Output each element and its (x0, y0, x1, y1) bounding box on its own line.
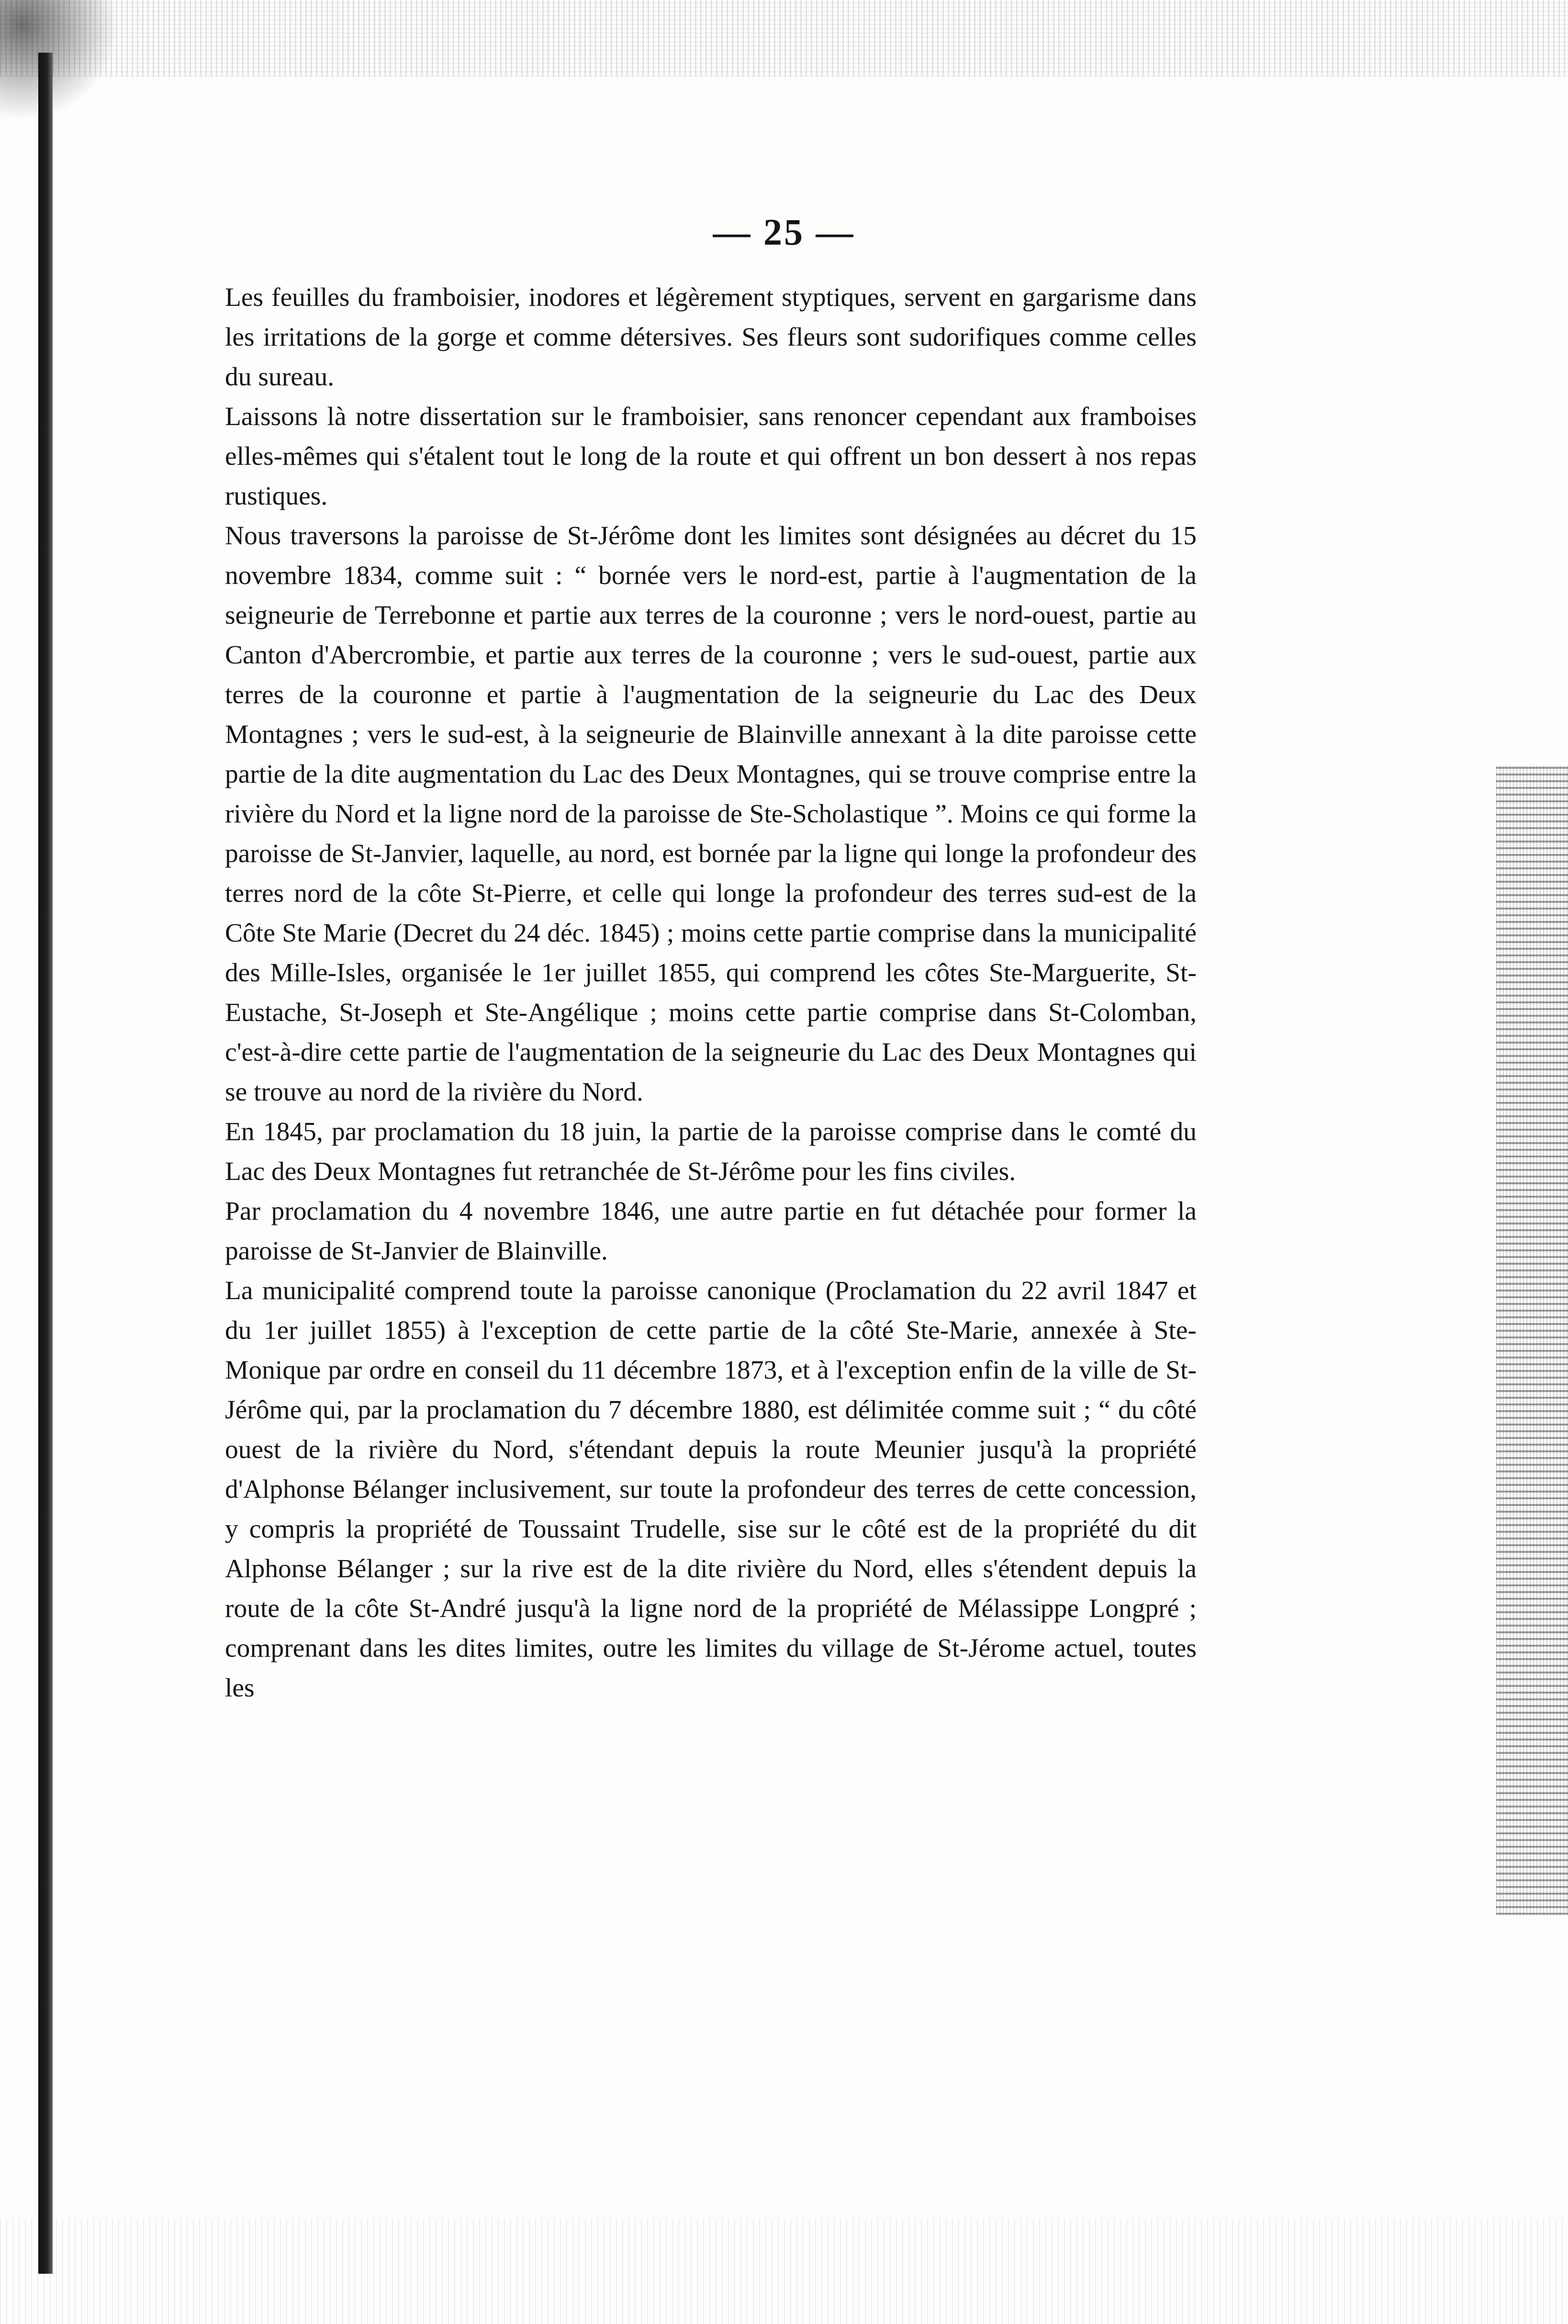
scan-noise-top (0, 0, 1568, 77)
scan-noise-right (1496, 766, 1568, 1915)
binding-edge (38, 53, 53, 2274)
paragraph-paroisse-limites: Nous traversons la paroisse de St-Jérôme dont les limites sont désignées au décret du 15 novembre 1834, comme suit : “ bornée vers le nord-est, partie à l'augmentation de la seigneurie de Terrebonne et partie aux terres de la couronne ; vers le nord-ouest, partie au Canton d'Abercrombie, et partie aux terres de la couronne ; vers le sud-ouest, partie aux terres de la couronne et partie à l'augmentation de la seigneurie du Lac des Deux Montagnes ; vers le sud-est, à la seigneurie de Blainville annexant à la dite paroisse cette partie de la dite augmentation du Lac des Deux Montagnes, qui se trouve comprise entre la rivière du Nord et la ligne nord de la paroisse de Ste-Scholastique ”. Moins ce qui forme la paroisse de St-Janvier, laquelle, au nord, est bornée par la ligne qui longe la profondeur des terres nord de la côte St-Pierre, et celle qui longe la profondeur des terres sud-est de la Côte Ste Marie (Decret du 24 déc. 1845) ; moins cette partie comprise dans la municipalité des Mille-Isles, organisée le 1er juillet 1855, qui comprend les côtes Ste-Marguerite, St-Eustache, St-Joseph et Ste-Angélique ; moins cette partie comprise dans St-Colomban, c'est-à-dire cette partie de l'augmentation de la seigneurie du Lac des Deux Montagnes qui se trouve au nord de la rivière du Nord. (225, 521, 1197, 1107)
scan-noise-bottom (0, 2219, 1568, 2324)
paragraph-framboisier-leaves: Les feuilles du framboisier, inodores et légèrement styptiques, servent en gargarisme dans les irritations de la gorge et comme détersives. Ses fleurs sont sudorifiques comme celles du sureau. (225, 283, 1197, 392)
paragraph-framboisier-end: Laissons là notre dissertation sur le framboisier, sans renoncer cependant aux framboises elles-mêmes qui s'étalent tout le long de la route et qui offrent un bon dessert à nos repas rustiques. (225, 402, 1197, 511)
page-number: — 25 — (713, 211, 855, 253)
body-text (225, 278, 1197, 1708)
paragraph-proclamation-1846: Par proclamation du 4 novembre 1846, une autre partie en fut détachée pour former la paroisse de St-Janvier de Blainville. (225, 1197, 1197, 1266)
paragraph-proclamation-1845: En 1845, par proclamation du 18 juin, la partie de la paroisse comprise dans le comté du Lac des Deux Montagnes fut retranchée de St-Jérôme pour les fins civiles. (225, 1117, 1197, 1186)
scan-noise-corner (0, 0, 115, 124)
paragraph-municipalite: La municipalité comprend toute la paroisse canonique (Proclamation du 22 avril 1847 et du 1er juillet 1855) à l'exception de cette partie de la côté Ste-Marie, annexée à Ste-Monique par ordre en conseil du 11 décembre 1873, et à l'exception enfin de la ville de St-Jérôme qui, par la proclamation du 7 décembre 1880, est délimitée comme suit ; “ du côté ouest de la rivière du Nord, s'étendant depuis la route Meunier jusqu'à la propriété d'Alphonse Bélanger inclusivement, sur toute la profondeur des terres de cette concession, y compris la propriété de Toussaint Trudelle, sise sur le côté est de la propriété du dit Alphonse Bélanger ; sur la rive est de la dite rivière du Nord, elles s'étendent depuis la route de la côte St-André jusqu'à la ligne nord de la propriété de Mélassippe Longpré ; comprenant dans les dites limites, outre les limites du village de St-Jérome actuel, toutes les (225, 1276, 1197, 1703)
